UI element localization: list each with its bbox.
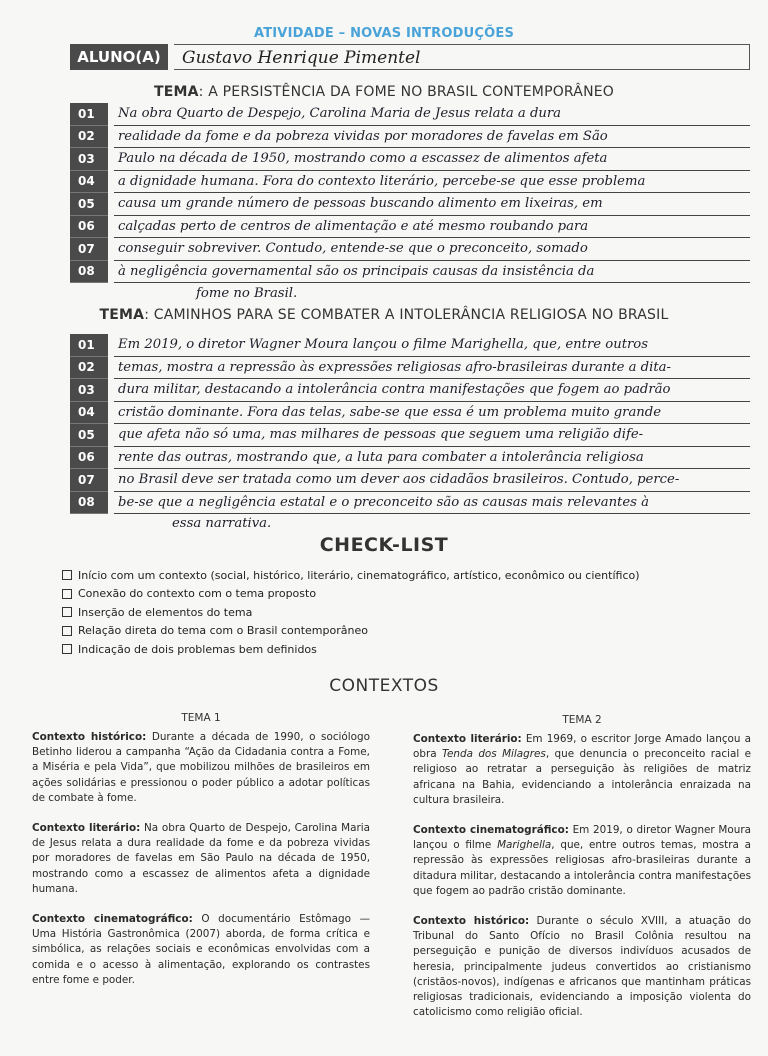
line-text: Em 2019, o diretor Wagner Moura lançou o filme Marighella, que, entre outros <box>114 334 750 357</box>
line-number: 06 <box>70 216 108 239</box>
line-text: Na obra Quarto de Despejo, Carolina Maria de Jesus relata a dura <box>114 103 750 126</box>
theme2-title-text: : CAMINHOS PARA SE COMBATER A INTOLERÂNCIA RELIGIOSA NO BRASIL <box>144 307 669 323</box>
theme2-contexts <box>413 714 751 1035</box>
theme1-line <box>70 193 750 216</box>
checkbox-icon[interactable] <box>62 589 72 599</box>
theme1-line <box>70 238 750 261</box>
checklist-item-label: Conexão do contexto com o tema proposto <box>78 587 317 601</box>
activity-title: ATIVIDADE – NOVAS INTRODUÇÕES <box>253 26 515 41</box>
context-label: Contexto histórico: <box>413 915 530 928</box>
context-label: Contexto literário: <box>413 733 522 745</box>
line-number: 07 <box>70 238 108 261</box>
context-text: Durante o século XVIII, a atuação do Tribunal do Santo Ofício no Brasil Colônia resultou na perseguição e punição de diversos indivíduos acusados de heresia, principalmente judeus convertidos ao cristianismo (cristãos-novos), indígenas e africanos que mantinham práticas religiosas tradicionais, evidenciando a imposição violenta do catolicismo como religião oficial. <box>413 915 751 1019</box>
theme2-line <box>70 379 750 402</box>
theme1-lines <box>70 103 750 283</box>
checklist-item-label: Inserção de elementos do tema <box>78 605 253 619</box>
line-number: 04 <box>70 402 108 425</box>
checklist-item[interactable] <box>62 585 742 604</box>
theme1-label: TEMA <box>153 84 199 100</box>
checklist-title: CHECK-LIST <box>319 534 449 556</box>
checkbox-icon[interactable] <box>62 570 72 580</box>
context-text: Durante a década de 1990, o sociólogo Betinho liderou a campanha “Ação da Cidadania contra a Fome, a Miséria e pela Vida”, que mobilizou milhões de brasileiros em ações solidárias e pressionou o poder público a adotar políticas de combate à fome. <box>32 731 370 804</box>
context-block <box>32 730 370 806</box>
context-block <box>32 912 370 988</box>
theme2-label: TEMA <box>99 307 145 323</box>
line-text: be-se que a negligência estatal e o preconceito são as causas mais relevantes à <box>114 492 750 515</box>
theme2-line <box>70 447 750 470</box>
student-row <box>70 44 750 70</box>
checklist <box>62 566 742 659</box>
checkbox-icon[interactable] <box>62 626 72 636</box>
line-number: 02 <box>70 357 108 380</box>
line-text: cristão dominante. Fora das telas, sabe-se que essa é um problema muito grande <box>114 402 750 425</box>
line-number: 08 <box>70 261 108 284</box>
theme2-line <box>70 424 750 447</box>
theme2-line <box>70 357 750 380</box>
context-text: , que denuncia o preconceito racial e religioso ao retratar a perseguição às religiões de matriz africana na Bahia, evidenciando a intolerância enraizada na cultura brasileira. <box>413 748 751 806</box>
context-label: Contexto histórico: <box>32 731 147 743</box>
line-text: no Brasil deve ser tratada como um dever aos cidadãos brasileiros. Contudo, perce- <box>114 469 750 492</box>
checklist-item[interactable] <box>62 603 742 622</box>
checklist-item-label: Indicação de dois problemas bem definidos <box>78 642 317 656</box>
theme1-overflow-text: fome no Brasil. <box>196 286 298 301</box>
line-text: causa um grande número de pessoas buscando alimento em lixeiras, em <box>114 193 750 216</box>
context-text: Em 2019, o diretor Wagner Moura lançou o filme <box>413 824 751 852</box>
theme2-title <box>0 307 768 323</box>
theme2-line <box>70 402 750 425</box>
context-label: Contexto literário: <box>32 822 141 835</box>
line-text: rente das outras, mostrando que, a luta para combater a intolerância religiosa <box>114 447 750 470</box>
context-work-title: Tenda dos Milagres <box>441 748 546 761</box>
theme1-line <box>70 148 750 171</box>
context-text: Na obra Quarto de Despejo, Carolina Maria de Jesus relata a dura realidade da fome e da pobreza vividas por moradores de favelas em São Paulo na década de 1950, mostrando como a escassez de alimentos afeta a dignidade humana. <box>32 822 370 895</box>
theme1-line <box>70 126 750 149</box>
line-text: Paulo na década de 1950, mostrando como a escassez de alimentos afeta <box>114 148 750 171</box>
theme1-line <box>70 103 750 126</box>
line-number: 01 <box>70 334 108 357</box>
line-number: 06 <box>70 447 108 470</box>
context-text: , que, entre outros temas, mostra a repressão às expressões religiosas afro-brasileiras durante a ditadura militar, destacando a intolerância contra manifestações que fogem ao padrão cristão dominante. <box>413 839 751 897</box>
checklist-item[interactable] <box>62 640 742 659</box>
line-number: 03 <box>70 379 108 402</box>
context-work-title: Marighella <box>497 839 552 852</box>
theme1-contexts <box>32 712 370 1003</box>
theme2-line <box>70 469 750 492</box>
line-text: a dignidade humana. Fora do contexto literário, percebe-se que esse problema <box>114 171 750 194</box>
theme1-contexts-header: TEMA 1 <box>181 712 221 724</box>
student-name-field: Gustavo Henrique Pimentel <box>174 44 750 70</box>
line-text: à negligência governamental são os principais causas da insistência da <box>114 261 750 284</box>
line-text: conseguir sobreviver. Contudo, entende-se que o preconceito, somado <box>114 238 750 261</box>
contexts-title: CONTEXTOS <box>329 676 439 696</box>
line-number: 04 <box>70 171 108 194</box>
student-label: ALUNO(A) <box>70 44 168 70</box>
checklist-item[interactable] <box>62 622 742 641</box>
theme1-title-text: : A PERSISTÊNCIA DA FOME NO BRASIL CONTEMPORÂNEO <box>198 84 615 100</box>
context-block <box>413 732 751 808</box>
theme2-line <box>70 334 750 357</box>
theme1-line <box>70 261 750 284</box>
theme1-title <box>0 84 768 100</box>
line-number: 03 <box>70 148 108 171</box>
checkbox-icon[interactable] <box>62 644 72 654</box>
context-label: Contexto cinematográfico: <box>32 913 193 926</box>
line-number: 05 <box>70 424 108 447</box>
context-block <box>32 821 370 897</box>
line-text: calçadas perto de centros de alimentação e até mesmo roubando para <box>114 216 750 239</box>
line-number: 08 <box>70 492 108 515</box>
theme1-line <box>70 216 750 239</box>
theme1-line <box>70 171 750 194</box>
theme2-overflow-text: essa narrativa. <box>172 516 272 531</box>
line-text: realidade da fome e da pobreza vividas por moradores de favelas em São <box>114 126 750 149</box>
context-block <box>413 914 751 1020</box>
context-text: Em 1969, o escritor Jorge Amado lançou a obra <box>413 733 751 761</box>
context-label: Contexto cinematográfico: <box>413 824 569 837</box>
line-number: 02 <box>70 126 108 149</box>
line-number: 05 <box>70 193 108 216</box>
context-block <box>413 823 751 899</box>
line-number: 01 <box>70 103 108 126</box>
theme2-lines <box>70 334 750 514</box>
line-number: 07 <box>70 469 108 492</box>
context-text: O documentário Estômago — Uma História Gastronômica (2007) aborda, de forma crítica e simbólica, as relações sociais e econômicas envolvidas com a comida e o acesso à alimentação, explorando os contrastes entre fome e poder. <box>32 913 370 986</box>
checklist-item-label: Início com um contexto (social, histórico, literário, cinematográfico, artístico, econômico ou científico) <box>78 568 640 582</box>
theme2-line <box>70 492 750 515</box>
line-text: temas, mostra a repressão às expressões religiosas afro-brasileiras durante a dita- <box>114 357 750 380</box>
checkbox-icon[interactable] <box>62 607 72 617</box>
line-text: dura militar, destacando a intolerância contra manifestações que fogem ao padrão <box>114 379 750 402</box>
line-text: que afeta não só uma, mas milhares de pessoas que seguem uma religião dife- <box>114 424 750 447</box>
checklist-item-label: Relação direta do tema com o Brasil contemporâneo <box>78 624 368 638</box>
theme2-contexts-header: TEMA 2 <box>562 714 602 726</box>
checklist-item[interactable] <box>62 566 742 585</box>
